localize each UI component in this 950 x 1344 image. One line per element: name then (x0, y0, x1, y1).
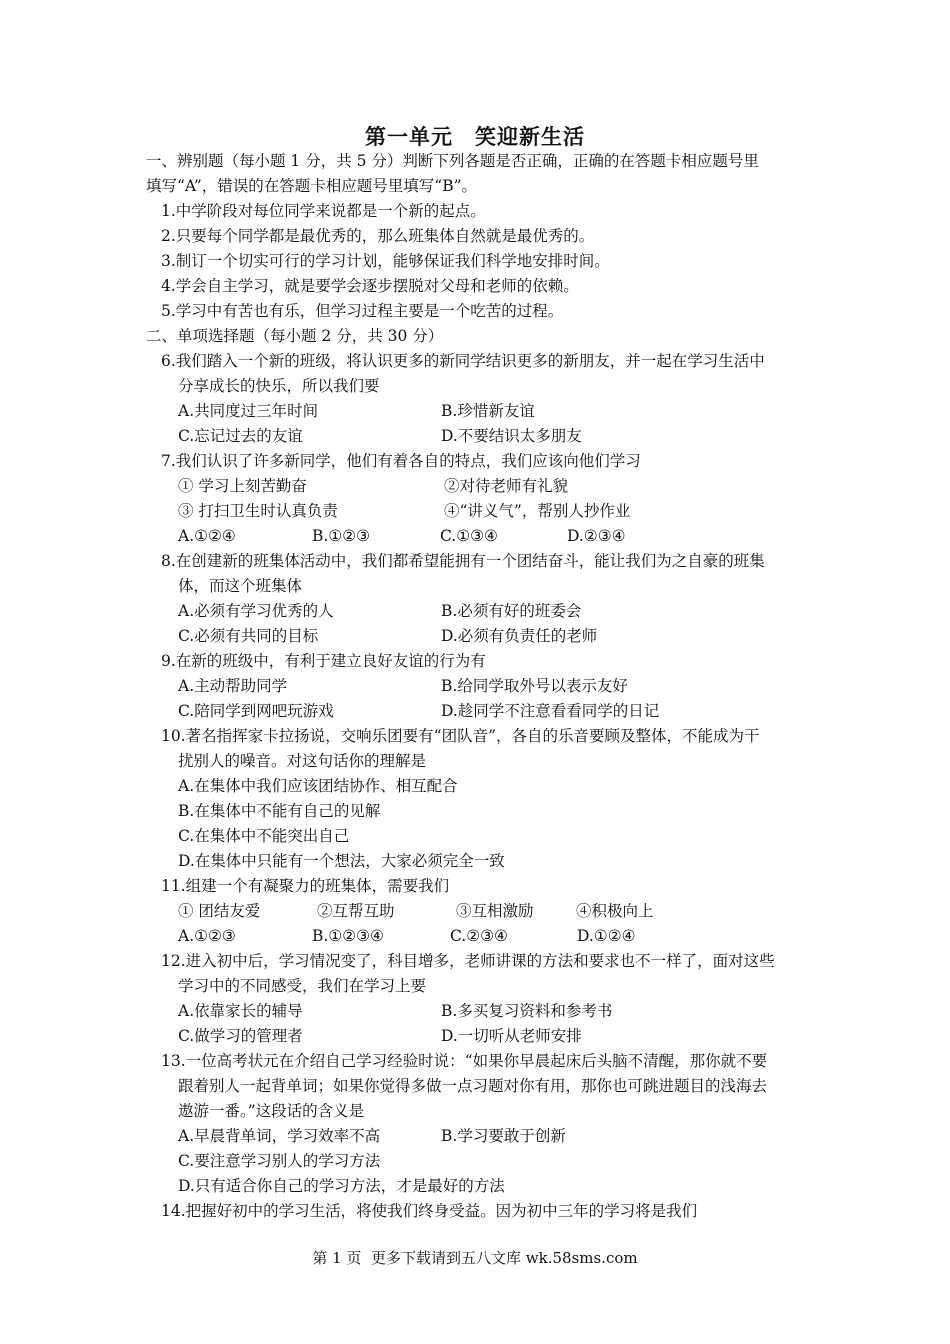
question-11-option-d: D.①②④ (577, 927, 636, 945)
question-11-option-a: A.①②③ (178, 927, 236, 945)
question-7-option-a: A.①②④ (178, 527, 236, 545)
question-13-option-a: A.早晨背单词，学习效率不高 (178, 1127, 381, 1145)
section2-heading: 二、单项选择题（每小题 2 分，共 30 分） (146, 327, 444, 345)
question-6-stem-cont: 分享成长的快乐，所以我们要 (178, 377, 380, 395)
question-11-option-c: C.②③④ (450, 927, 508, 945)
question-7-statement-1: ① 学习上刻苦勤奋 (178, 477, 307, 495)
question-8-option-a: A.必须有学习优秀的人 (178, 602, 334, 620)
question-7-statement-4: ④“讲义气”，帮别人抄作业 (444, 502, 631, 520)
question-12-option-b: B.多买复习资料和参考书 (441, 1002, 613, 1020)
question-11-stem: 11.组建一个有凝聚力的班集体，需要我们 (161, 877, 450, 895)
question-12-stem: 12.进入初中后，学习情况变了，科目增多，老师讲课的方法和要求也不一样了，面对这些 (161, 952, 775, 970)
judge-item-2: 2.只要每个同学都是最优秀的，那么班集体自然就是最优秀的。 (161, 227, 595, 245)
question-6-option-d: D.不要结识太多朋友 (441, 427, 582, 445)
question-13-option-b: B.学习要敢于创新 (441, 1127, 566, 1145)
judge-item-4: 4.学会自主学习，就是要学会逐步摆脱对父母和老师的依赖。 (161, 277, 579, 295)
question-11-statement-2: ②互帮互助 (317, 902, 395, 920)
question-10-option-c: C.在集体中不能突出自己 (178, 827, 350, 845)
question-14-stem: 14.把握好初中的学习生活，将使我们终身受益。因为初中三年的学习将是我们 (161, 1202, 698, 1220)
page-footer: 第 1 页 更多下载请到五八文库 wk.58sms.com (312, 1249, 638, 1267)
question-13-option-d: D.只有适合你自己的学习方法，才是最好的方法 (178, 1177, 505, 1195)
question-7-statement-2: ②对待老师有礼貌 (444, 477, 569, 495)
question-7-option-c: C.①③④ (440, 527, 498, 545)
judge-item-5: 5.学习中有苦也有乐，但学习过程主要是一个吃苦的过程。 (161, 302, 564, 320)
question-11-statement-1: ① 团结友爱 (178, 902, 261, 920)
question-7-statement-3: ③ 打扫卫生时认真负责 (178, 502, 338, 520)
question-7-option-d: D.②③④ (567, 527, 626, 545)
question-10-option-a: A.在集体中我们应该团结协作、相互配合 (178, 777, 458, 795)
question-11-statement-4: ④积极向上 (576, 902, 654, 920)
question-7-option-b: B.①②③ (312, 527, 371, 545)
section1-heading-cont: 填写“A”，错误的在答题卡相应题号里填写“B”。 (146, 177, 478, 195)
question-10-option-d: D.在集体中只能有一个想法，大家必须完全一致 (178, 852, 505, 870)
question-12-option-c: C.做学习的管理者 (178, 1027, 303, 1045)
question-8-stem: 8.在创建新的班集体活动中，我们都希望能拥有一个团结奋斗，能让我们为之自豪的班集 (161, 552, 765, 570)
question-8-option-b: B.必须有好的班委会 (441, 602, 582, 620)
question-11-option-b: B.①②③④ (312, 927, 384, 945)
question-9-option-c: C.陪同学到网吧玩游戏 (178, 702, 334, 720)
page-title: 第一单元 笑迎新生活 (365, 124, 585, 149)
question-13-stem-cont-1: 跟着别人一起背单词；如果你觉得多做一点习题对你有用，那你也可跳进题目的浅海去 (178, 1077, 768, 1095)
question-6-option-b: B.珍惜新友谊 (441, 402, 535, 420)
question-12-stem-cont: 学习中的不同感受，我们在学习上要 (178, 977, 427, 995)
question-10-stem-cont: 扰别人的噪音。对这句话你的理解是 (178, 752, 427, 770)
question-9-stem: 9.在新的班级中，有利于建立良好友谊的行为有 (161, 652, 486, 670)
question-13-stem-cont-2: 遨游一番。”这段话的含义是 (178, 1102, 365, 1120)
question-13-option-c: C.要注意学习别人的学习方法 (178, 1152, 381, 1170)
question-11-statement-3: ③互相激励 (456, 902, 534, 920)
question-8-stem-cont: 体，而这个班集体 (178, 577, 303, 595)
question-6-stem: 6.我们踏入一个新的班级，将认识更多的新同学结识更多的新朋友，并一起在学习生活中 (161, 352, 765, 370)
question-10-option-b: B.在集体中不能有自己的见解 (178, 802, 381, 820)
section1-heading: 一、辨别题（每小题 1 分，共 5 分）判断下列各题是否正确，正确的在答题卡相应题号里 (146, 152, 759, 170)
question-7-stem: 7.我们认识了许多新同学，他们有着各自的特点，我们应该向他们学习 (161, 452, 641, 470)
question-12-option-d: D.一切听从老师安排 (441, 1027, 582, 1045)
question-12-option-a: A.依靠家长的辅导 (178, 1002, 303, 1020)
question-9-option-d: D.趁同学不注意看看同学的日记 (441, 702, 660, 720)
judge-item-1: 1.中学阶段对每位同学来说都是一个新的起点。 (161, 202, 486, 220)
question-6-option-c: C.忘记过去的友谊 (178, 427, 303, 445)
question-9-option-b: B.给同学取外号以表示友好 (441, 677, 628, 695)
question-8-option-c: C.必须有共同的目标 (178, 627, 319, 645)
question-8-option-d: D.必须有负责任的老师 (441, 627, 598, 645)
question-10-stem: 10.著名指挥家卡拉扬说，交响乐团要有“团队音”，各自的乐音要顾及整体，不能成为干 (161, 727, 760, 745)
question-9-option-a: A.主动帮助同学 (178, 677, 288, 695)
question-6-option-a: A.共同度过三年时间 (178, 402, 319, 420)
judge-item-3: 3.制订一个切实可行的学习计划，能够保证我们科学地安排时间。 (161, 252, 610, 270)
question-13-stem: 13.一位高考状元在介绍自己学习经验时说：“如果你早晨起床后头脑不清醒，那你就不要 (161, 1052, 768, 1070)
